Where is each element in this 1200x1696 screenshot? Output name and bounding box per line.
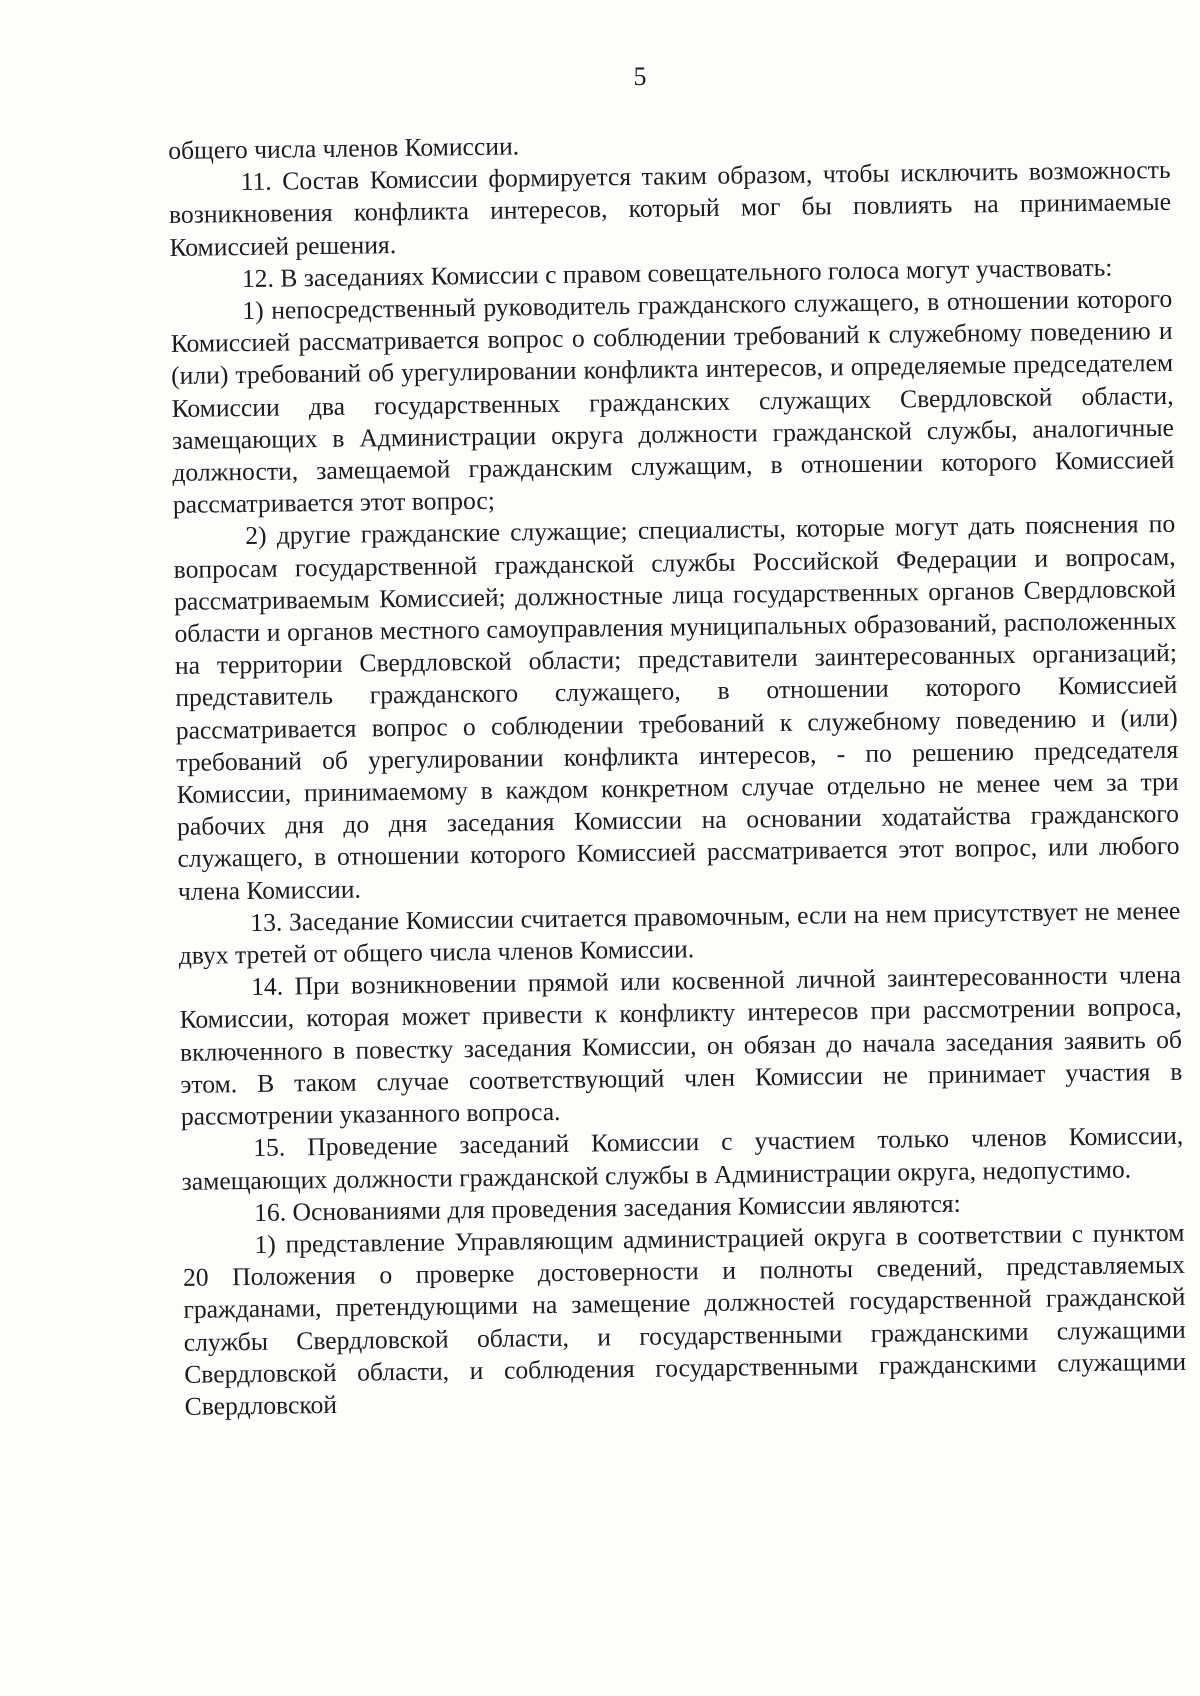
paragraph-15: 15. Проведение заседаний Комиссии с участием только членов Комиссии, замещающих должности гражданской службы в Администрации округа, недопустимо.: [181, 1121, 1184, 1196]
paragraph-12-item-2: 2) другие гражданские служащие; специалисты, которые могут дать пояснения по вопросам государственной гражданской службы Российской Федерации и вопросам, рассматриваемым Комиссией; должностные лица государственных органов Свердловской области и органов местного самоуправления муниципальных образований, расположенных на территории Свердловской области; представители заинтересованных организаций; представитель гражданского служащего, в отношении которого Комиссией рассматривается вопрос о соблюдении требований к служебному поведению и (или) требований об урегулировании конфликта интересов, - по решению председателя Комиссии, принимаемому в каждом конкретном случае отдельно не менее чем за три рабочих дня до дня заседания Комиссии на основании ходатайства гражданского служащего, в отношении которого Комиссией рассматривается этот вопрос, или любого члена Комиссии.: [173, 509, 1180, 906]
document-body: [168, 122, 1187, 1423]
paragraph-continuation: общего числа членов Комиссии.: [168, 131, 520, 165]
page-number: 5: [633, 62, 647, 91]
paragraph-12: 12. В заседаниях Комиссии с правом совещательного голоса могут участвовать:: [241, 252, 1113, 293]
paragraph-12-item-1: 1) непосредственный руководитель гражданского служащего, в отношении которого Комиссией рассматривается вопрос о соблюдении требований к служебному поведению и (или) требований об урегулировании конфликта интересов, и определяемые председателем Комиссии два государственных гражданских служащих Свердловской области, замещающих в Администрации округа должности гражданской службы, аналогичные должности, замещаемой гражданским служащим, в отношении которого Комиссией рассматривается этот вопрос;: [170, 283, 1175, 520]
paragraph-16: 16. Основаниями для проведения заседания Комиссии являются:: [253, 1188, 961, 1227]
paragraph-16-item-1: 1) представление Управляющим администрацией округа в соответствии с пунктом 20 Положения о проверке достоверности и полноты сведений, представляемых гражданами, претендующими на замещение должностей государственной гражданской службы Свердловской области, и государственными гражданскими служащими Свердловской области, и соблюдения государственными гражданскими служащими Свердловской: [182, 1217, 1187, 1421]
paragraph-14: 14. При возникновении прямой или косвенной личной заинтересованности члена Комиссии, которая может привести к конфликту интересов при рассмотрении вопроса, включенного в повестку заседания Комиссии, он обязан до начала заседания заявить об этом. В таком случае соответствующий член Комиссии не принимает участия в рассмотрении указанного вопроса.: [179, 960, 1183, 1132]
paragraph-11: 11. Состав Комиссии формируется таким образом, чтобы исключить возможность возникновения конфликта интересов, который мог бы повлиять на принимаемые Комиссией решения.: [168, 155, 1172, 262]
paragraph-13: 13. Заседание Комиссии считается правомочным, если на нем присутствует не менее двух третей от общего числа членов Комиссии.: [178, 895, 1181, 971]
